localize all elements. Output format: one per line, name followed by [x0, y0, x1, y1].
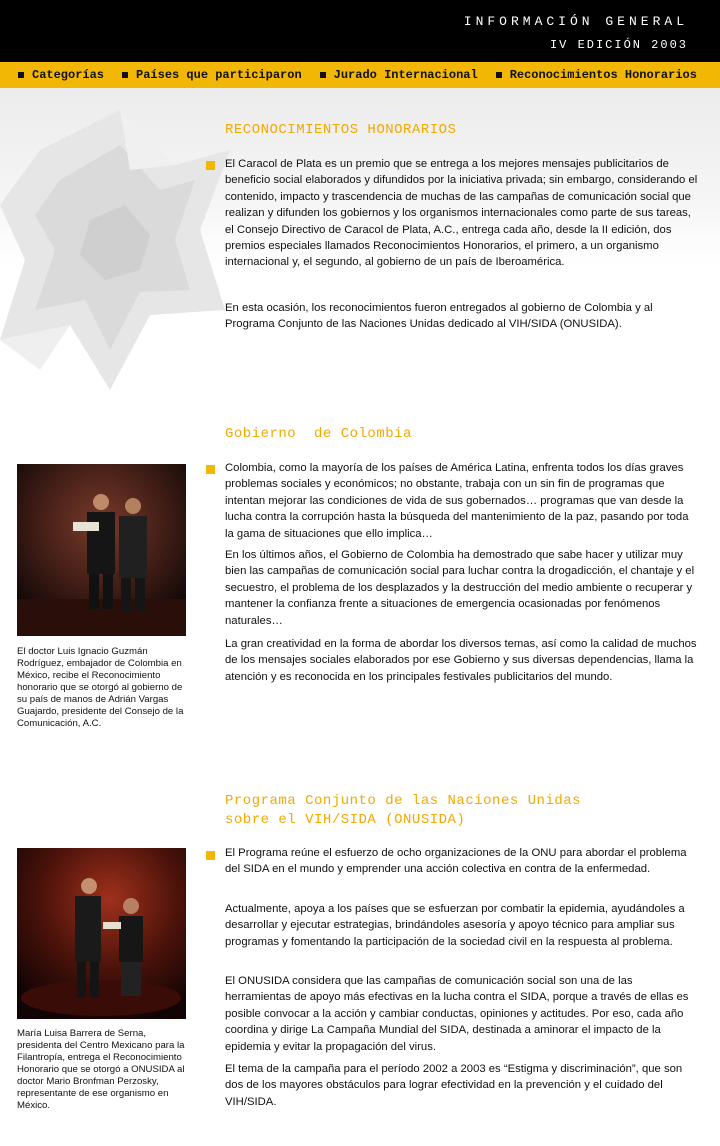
onusida-photo-caption: María Luisa Barrera de Serna, presidenta del Centro Mexicano para la Filantropía, entrega el Reconocimiento Honorario que se otorgó a ONUSIDA al doctor Mario Bronfman Perzosky, representante de ese organismo en México.	[17, 1028, 185, 1111]
colombia-paragraph-1: Colombia, como la mayoría de los países de América Latina, enfrenta todos los días graves problemas sociales y económicos; no obstante, trabaja con un sin fin de programas que intentan mejorar las condiciones de vida de sus gobernados… programas que van desde la lucha contra la corrupción hasta la búsqueda del mantenimiento de la paz, pasando por toda la gama de situaciones que ello implica…	[225, 462, 689, 540]
square-bullet-icon	[206, 465, 215, 474]
nav-item-label: Países que participaron	[136, 68, 302, 82]
nav-item-label: Jurado Internacional	[333, 68, 478, 82]
section-title-line: sobre el VIH/SIDA (ONUSIDA)	[225, 812, 466, 828]
section-title-onusida	[225, 792, 581, 830]
nav-item-label: Reconocimientos Honorarios	[509, 68, 697, 82]
nav-item-label: Categorías	[32, 68, 105, 82]
nav-item-jurado[interactable]	[320, 68, 478, 82]
onusida-award-photo	[17, 848, 186, 1019]
onusida-paragraph-3: El ONUSIDA considera que las campañas de comunicación social son una de las herramientas de apoyo más efectivas en la lucha contra el SIDA, porque a través de ellas es posible convocar a la acción y cambiar conductas, opiniones y actitudes. Por eso, cada año coordina y dirige La Campaña Mundial del SIDA, destinada a aminorar el impacto de la epidemia y evitar la propagación del virus.	[225, 975, 689, 1053]
page-header	[0, 0, 720, 62]
square-bullet-icon	[320, 72, 326, 78]
nav-item-categorias[interactable]	[18, 68, 104, 82]
onusida-paragraph-2: Actualmente, apoya a los países que se esfuerzan por combatir la epidemia, ayudándoles a desarrollar y ejecutar estrategias, brindándoles asesoría y apoyo técnico para ampliar sus programas y fomentando la participación de la sociedad civil en la respuesta al problema.	[225, 903, 685, 948]
nav-bar	[0, 62, 720, 88]
colombia-award-photo	[17, 464, 186, 636]
onusida-paragraph-4: El tema de la campaña para el período 2002 a 2003 es “Estigma y discriminación”, que son dos de los mayores obstáculos para lograr efectividad en la prevención y el cuidado del VIH/SIDA.	[225, 1063, 683, 1108]
section-title-colombia: Gobierno de Colombia	[225, 426, 412, 442]
nav-item-paises[interactable]	[122, 68, 302, 82]
square-bullet-icon	[122, 72, 128, 78]
reconocimientos-paragraph-1: El Caracol de Plata es un premio que se entrega a los mejores mensajes publicitarios de beneficio social elaborados y difundidos por la iniciativa privada; sin embargo, considerando el contenido, impacto y trascendencia de muchas de las campañas de comunicación social que realizan y difunden los gobiernos y los organismos internacionales como parte de sus tareas, el Consejo Directivo de Caracol de Plata, A.C., entrega cada año, desde la II edición, dos premios especiales llamados Reconocimientos Honorarios, el primero, a un organismo internacional y, el segundo, al gobierno de un país de Iberoamérica.	[225, 158, 698, 269]
section-title-line: Programa Conjunto de las Naciones Unidas	[225, 793, 582, 809]
colombia-photo-caption: El doctor Luis Ignacio Guzmán Rodríguez, embajador de Colombia en México, recibe el Reconocimiento honorario que se otorgó al gobierno de su país de manos de Adrián Vargas Guajardo, presidente del Consejo de la Comunicación, A.C.	[17, 646, 184, 729]
onusida-paragraph-1: El Programa reúne el esfuerzo de ocho organizaciones de la ONU para abordar el problema del SIDA en el mundo y emprender una acción colectiva en contra de la enfermedad.	[225, 847, 687, 876]
header-edition: IV EDICIÓN 2003	[549, 38, 688, 52]
nav-item-reconocimientos[interactable]	[496, 68, 697, 82]
colombia-paragraph-3: La gran creatividad en la forma de abordar los diversos temas, así como la calidad de muchos de los mensajes sociales elaborados por ese Gobierno y sus diversas dependencias, llama la atención y es reconocida en los principales festivales publicitarios del mundo.	[225, 638, 697, 683]
section-title-reconocimientos: RECONOCIMIENTOS HONORARIOS	[225, 122, 457, 138]
header-title: INFORMACIÓN GENERAL	[463, 14, 688, 29]
decorative-star-graphic	[0, 110, 230, 420]
square-bullet-icon	[18, 72, 24, 78]
colombia-paragraph-2: En los últimos años, el Gobierno de Colombia ha demostrado que sabe hacer y utilizar muy bien las campañas de comunicación social para luchar contra la drogadicción, el chantaje y el secuestro, el problema de los desplazados y la destrucción del medio ambiente o recuperar y mantener la confianza frente a situaciones de emergencia ocasionadas por fenómenos naturales…	[225, 549, 695, 627]
square-bullet-icon	[206, 161, 215, 170]
square-bullet-icon	[206, 851, 215, 860]
reconocimientos-paragraph-2: En esta ocasión, los reconocimientos fueron entregados al gobierno de Colombia y al Programa Conjunto de las Naciones Unidas dedicado al VIH/SIDA (ONUSIDA).	[225, 302, 653, 331]
square-bullet-icon	[496, 72, 502, 78]
